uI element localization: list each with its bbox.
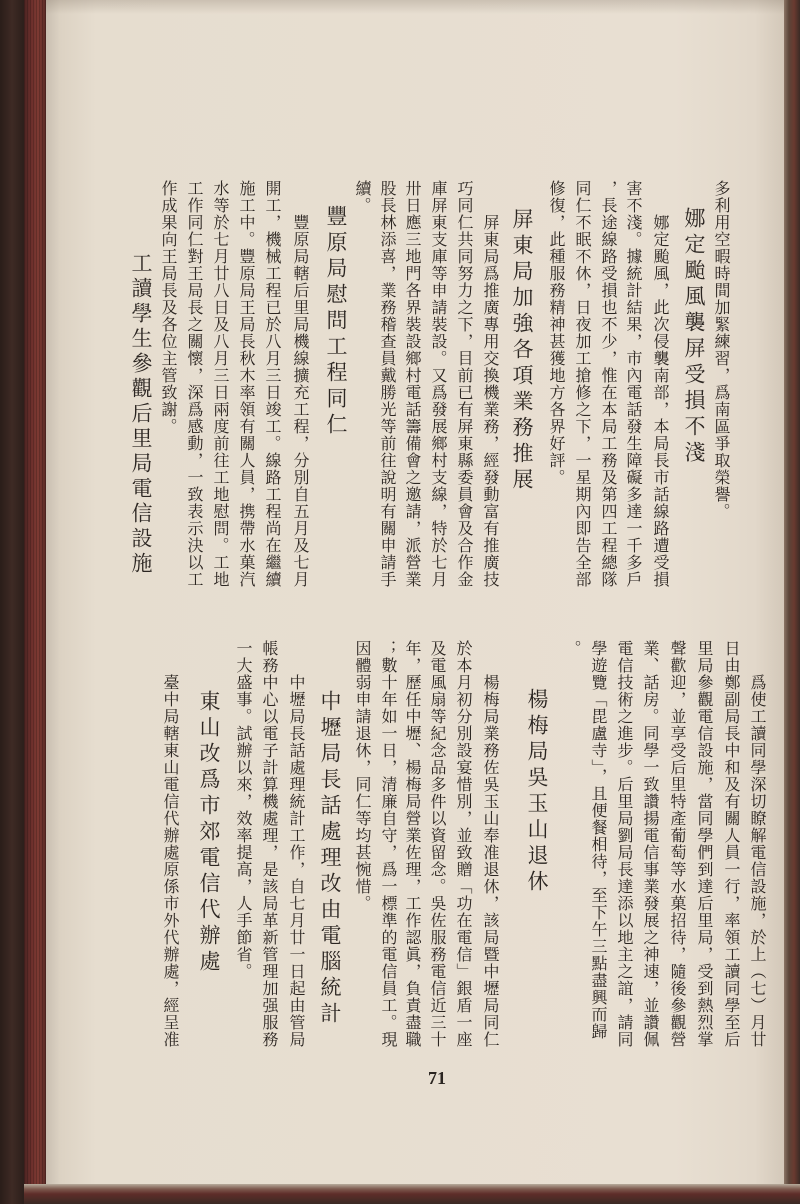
body-column: 修復，此種服務精神甚獲地方各界好評。 (547, 180, 566, 486)
body-column: 聲歡迎，並享受后里特產葡萄等水菓招待，隨後參觀營 (668, 640, 687, 1048)
article-headline: 中壢局長話處理改由電腦統計 (318, 690, 342, 1028)
body-column: ；數十年如一日，清廉自守，爲一標準的電信員工。現 (379, 640, 398, 1048)
body-column: 一大盛事。試辦以來，效率提高，人手節省。 (234, 640, 253, 980)
body-column: 豐原局轄后里局機線擴充工程，分別自五月及七月 (291, 214, 310, 588)
body-column: 施工中。豐原局王局長秋木率領有關人員，携帶水菓汽 (237, 180, 256, 588)
body-column: 水等於七月廿八日及八月三日兩度前往工地慰問。工地 (211, 180, 230, 588)
body-column: 害不淺。據統計結果，市內電話發生障礙多達一千多戶 (624, 180, 643, 588)
article-headline: 豐原局慰問工程同仁 (324, 205, 348, 439)
body-column: 楊梅局業務佐吳玉山奉准退休，該局暨中壢局同仁 (481, 674, 500, 1048)
body-column: 股長林添喜，業務稽查員戴勝光等前往說明有關申請手 (378, 180, 397, 588)
body-column: ，長途線路受損也不少，惟在本局工務及第四工程總隊 (599, 180, 618, 588)
body-column: 業、話房。同學一致讚揚電信事業發展之神速，並讚佩 (641, 640, 660, 1048)
book-cover-left-edge (0, 0, 24, 1204)
page-stack-right-edge (784, 0, 800, 1204)
page-stack-bottom-edge (24, 1184, 800, 1204)
body-column: 巧同仁共同努力之下，目前已有屏東縣委員會及合作金 (455, 180, 474, 588)
body-column: 及電風扇等紀念品多件以資留念。吳佐服務電信近三十 (428, 640, 447, 1048)
page-number: 71 (428, 1068, 446, 1088)
article-headline: 娜定颱風襲屏受損不淺 (682, 207, 706, 467)
body-column: 屏東局爲推廣專用交換機業務，經發動富有推廣技 (481, 214, 500, 588)
body-column: 中壢局長話處理統計工作，自七月廿一日起由管局 (287, 674, 306, 1048)
body-column: 年，歷任中壢、楊梅局營業佐理，工作認眞，負責盡職 (403, 640, 422, 1048)
body-column: 。 (563, 640, 582, 657)
body-column: 續。 (353, 180, 372, 214)
article-headline: 屏東局加強各項業務推展 (510, 208, 534, 494)
body-column: 卅日應三地門各界裝設鄉村電話籌備會之邀請，派營業 (403, 180, 422, 588)
body-column: 開工，機械工程已於八月三日竣工。線路工程尚在繼續 (263, 180, 282, 588)
body-column: 同仁不眠不休，日夜加工搶修之下，一星期內即告全部 (573, 180, 592, 588)
body-column: 日由鄭副局長中和及有關人員一行，率領工讀同學至后 (722, 640, 741, 1048)
body-column: 電信技術之進步。后里局劉局長達添以地主之誼，請同 (615, 640, 634, 1048)
body-column: 工作同仁對王局長之關懷，深爲感動，一致表示決以工 (185, 180, 204, 588)
body-column: 帳務中心以電子計算機處理，是該局革新管理加强服務 (260, 640, 279, 1048)
body-column: 因體弱申請退休，同仁等均甚惋惜。 (353, 640, 372, 912)
body-column: 里局參觀電信設施，當同學們到達后里局，受到熱烈掌 (695, 640, 714, 1048)
body-column: 於本月初分別設宴惜別，並致贈「功在電信」銀盾一座 (454, 640, 473, 1048)
page-stack-left-edge (24, 0, 46, 1204)
body-column: 多利用空暇時間加緊練習，爲南區爭取榮譽。 (712, 180, 731, 520)
body-column: 作成果向王局長及各位主管致謝。 (159, 180, 178, 435)
body-column: 學遊覽「毘盧寺」，且便餐相待，至下午三點盡興而歸 (589, 640, 608, 1040)
article-headline: 東山改爲市郊電信代辦處 (197, 690, 221, 976)
page-top-shadow (46, 0, 784, 14)
article-headline: 工讀學生參觀后里局電信設施 (129, 252, 153, 577)
body-column: 臺中局轄東山電信代辦處原係市外代辦處，經呈准 (161, 674, 180, 1048)
article-headline: 楊梅局吳玉山退休 (525, 688, 549, 896)
body-column: 庫屏東支庫等申請裝設。又爲發展鄉村支線，特於七月 (429, 180, 448, 588)
body-column: 娜定颱風，此次侵襲南部，本局長市話線路遭受損 (651, 214, 670, 588)
body-column: 爲使工讀同學深切瞭解電信設施，於上（七）月廿 (748, 674, 767, 1048)
